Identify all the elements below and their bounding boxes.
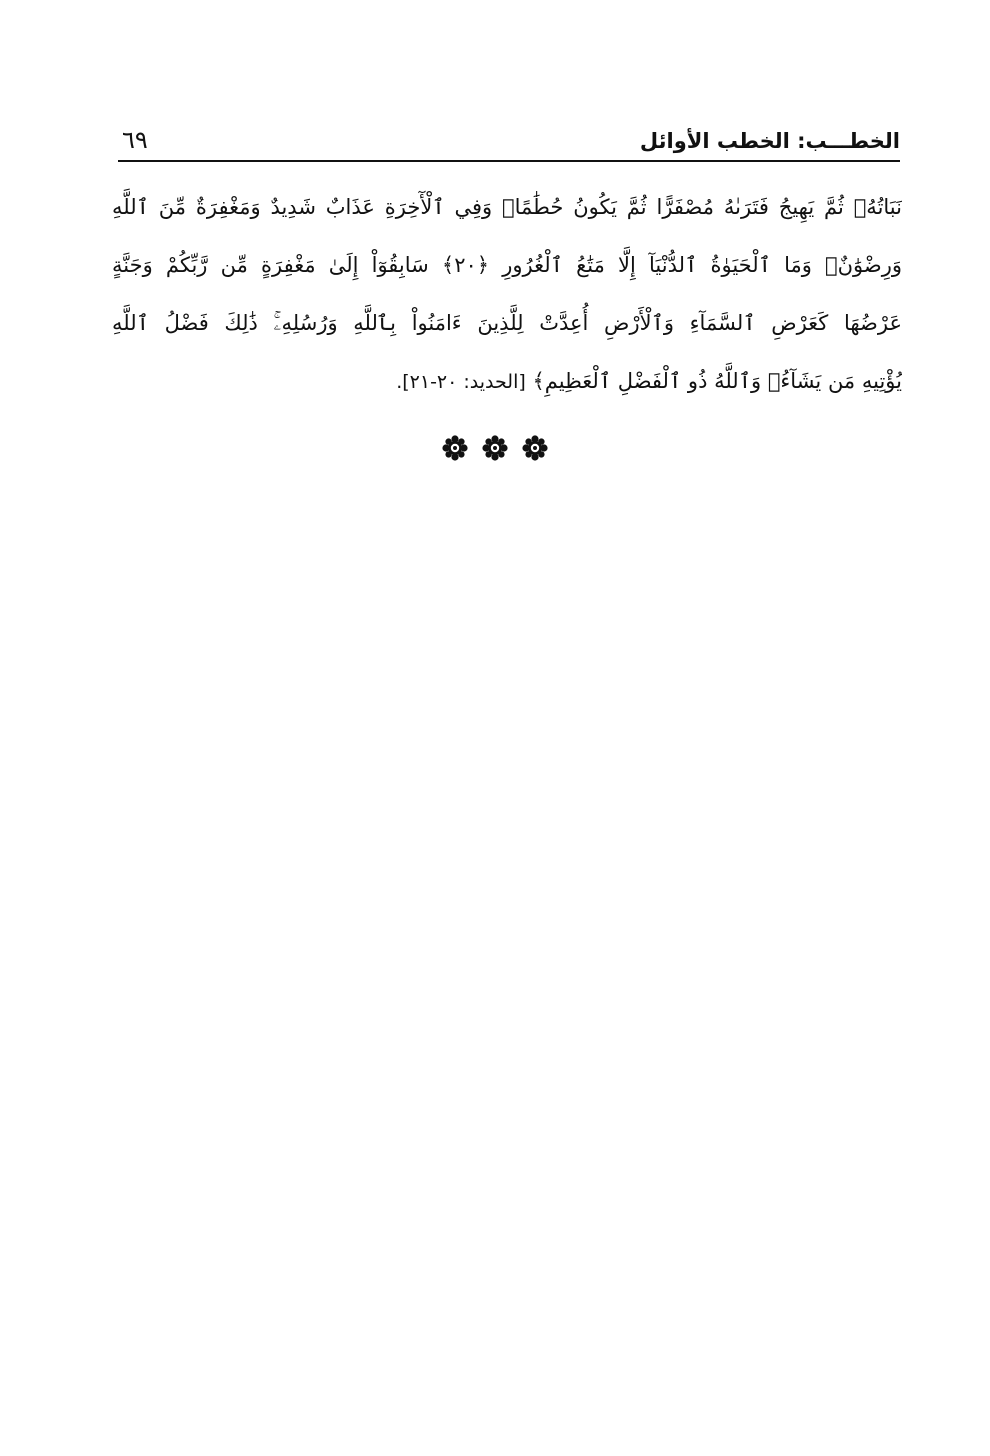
flower-ornament-icon [442, 435, 468, 461]
flower-ornament-icon [482, 435, 508, 461]
section-separator [0, 428, 990, 468]
page-header [118, 118, 900, 162]
running-header-title: الخطـــب: الخطب الأوائل [639, 129, 900, 153]
text-line-4-verse: يُؤْتِيهِ مَن يَشَآءُۚ وَٱللَّهُ ذُو ٱلْفَضْلِ ٱلْعَظِيمِ﴾ [532, 369, 902, 393]
flower-ornament-icon [522, 435, 548, 461]
text-line-2: وَرِضْوَٰنٌۚ وَمَا ٱلْحَيَوٰةُ ٱلدُّنْيَآ إِلَّا مَتَٰعُ ٱلْغُرُورِ ﴿٢٠﴾ سَابِقُوٓاْ إِلَىٰ مَغْفِرَةٍ مِّن رَّبِّكُمْ وَجَنَّةٍ [112, 253, 902, 277]
text-line-4 [112, 352, 902, 410]
verse-citation: [الحديد: ٢٠-٢١]. [396, 371, 526, 393]
quran-passage [112, 178, 902, 410]
text-line-3: عَرْضُهَا كَعَرْضِ ٱلسَّمَآءِ وَٱلْأَرْضِ أُعِدَّتْ لِلَّذِينَ ءَامَنُواْ بِٱللَّهِ وَرُسُلِهِۦۚ ذَٰلِكَ فَضْلُ ٱللَّهِ [112, 311, 902, 335]
text-line-1: نَبَاتُهُۥ ثُمَّ يَهِيجُ فَتَرَىٰهُ مُصْفَرًّا ثُمَّ يَكُونُ حُطَٰمًاۖ وَفِي ٱلْأٓخِرَةِ عَذَابٌ شَدِيدٌ وَمَغْفِرَةٌ مِّنَ ٱللَّهِ [112, 195, 902, 219]
page-number: ٦٩ [122, 126, 148, 154]
